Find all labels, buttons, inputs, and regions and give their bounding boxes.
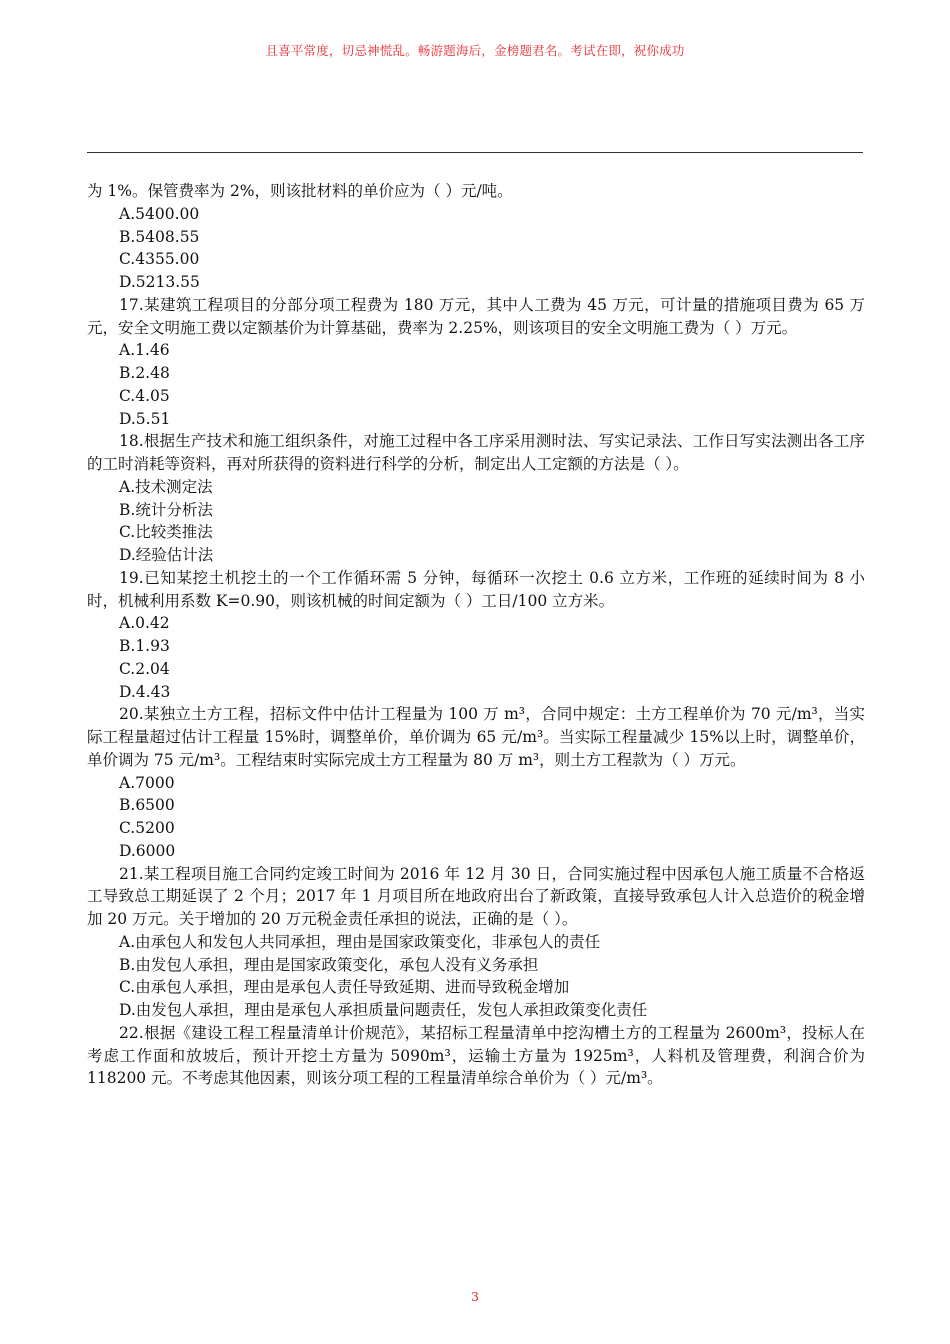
answer-option: C.比较类推法: [119, 523, 213, 542]
answer-option: C.4355.00: [119, 250, 200, 269]
question-stem: 18.根据生产技术和施工组织条件，对施工过程中各工序采用测时法、写实记录法、工作日写实法测出各工序的工时消耗等资料，再对所获得的资料进行科学的分析，制定出人工定额的方法是（ ）。: [87, 432, 865, 473]
question-continuation: 为 1%。保管费率为 2%，则该批材料的单价应为（ ）元/吨。: [87, 182, 513, 200]
page-number: 3: [471, 1289, 479, 1304]
header-divider: [87, 152, 863, 153]
answer-option: A.技术测定法: [119, 477, 213, 496]
answer-option: B.1.93: [119, 637, 170, 655]
question-stem: 20.某独立土方工程，招标文件中估计工程量为 100 万 m³，合同中规定：土方工程单价为 70 元/m³，当实际工程量超过估计工程量 15%时，调整单价，单价调为 65 元/m³。当实际工程量减少 15%以上时，调整单价，单价调为 75 元/m³。工程结束时实际完成土方工程量为 80 万 m³，则土方工程款为（ ）万元。: [87, 705, 865, 769]
answer-option: B.统计分析法: [119, 500, 213, 519]
answer-option: D.5.51: [119, 409, 171, 428]
answer-option: B.5408.55: [119, 227, 200, 246]
answer-option: A.5400.00: [119, 204, 200, 223]
answer-option: A.1.46: [119, 341, 170, 360]
answer-option: C.2.04: [119, 659, 170, 678]
answer-option: C.5200: [119, 819, 175, 837]
question-stem: 21.某工程项目施工合同约定竣工时间为 2016 年 12 月 30 日，合同实施过程中因承包人施工质量不合格返工导致总工期延误了 2 个月；2017 年 1 月项目所在地政府出台了新政策，直接导致承包人计入总造价的税金增加 20 万元。关于增加的 20 万元税金责任承担的说法，正确的是（ ）。: [87, 864, 865, 928]
answer-option: A.0.42: [119, 614, 170, 633]
page-header-motto: 且喜平常度，切忌神慌乱。畅游题海后，金榜题君名。考试在即，祝你成功: [265, 43, 685, 58]
answer-option: B.由发包人承担，理由是国家政策变化，承包人没有义务承担: [119, 955, 539, 974]
answer-option: A.7000: [119, 773, 175, 792]
answer-option: D.经验估计法: [119, 546, 214, 564]
question-stem: 17.某建筑工程项目的分部分项工程费为 180 万元，其中人工费为 45 万元，可计量的措施项目费为 65 万元，安全文明施工费以定额基价为计算基础，费率为 2.25%，则该项目的安全文明施工费为（ ）万元。: [87, 295, 865, 337]
answer-option: D.由发包人承担，理由是承包人承担质量问题责任，发包人承担政策变化责任: [119, 1001, 648, 1019]
document-body: [87, 180, 865, 1090]
answer-option: B.2.48: [119, 364, 170, 382]
answer-option: C.由承包人承担，理由是承包人责任导致延期、进而导致税金增加: [119, 978, 570, 997]
answer-option: B.6500: [119, 796, 175, 815]
answer-option: A.由承包人和发包人共同承担，理由是国家政策变化，非承包人的责任: [119, 932, 601, 951]
answer-option: D.5213.55: [119, 273, 200, 291]
question-stem: 19.已知某挖土机挖土的一个工作循环需 5 分钟，每循环一次挖土 0.6 立方米，工作班的延续时间为 8 小时，机械利用系数 K=0.90，则该机械的时间定额为（ ）工日/100 立方米。: [87, 568, 865, 610]
answer-option: D.6000: [119, 841, 176, 860]
answer-option: D.4.43: [119, 682, 171, 701]
answer-option: C.4.05: [119, 386, 170, 405]
question-stem: 22.根据《建设工程工程量清单计价规范》，某招标工程量清单中挖沟槽土方的工程量为 2600m³，投标人在考虑工作面和放坡后，预计开挖土方量为 5090m³，运输土方量为 1925m³，人料机及管理费，利润合价为 118200 元。不考虑其他因素，则该分项工程的工程量清单综合单价为（ ）元/m³。: [87, 1023, 865, 1088]
